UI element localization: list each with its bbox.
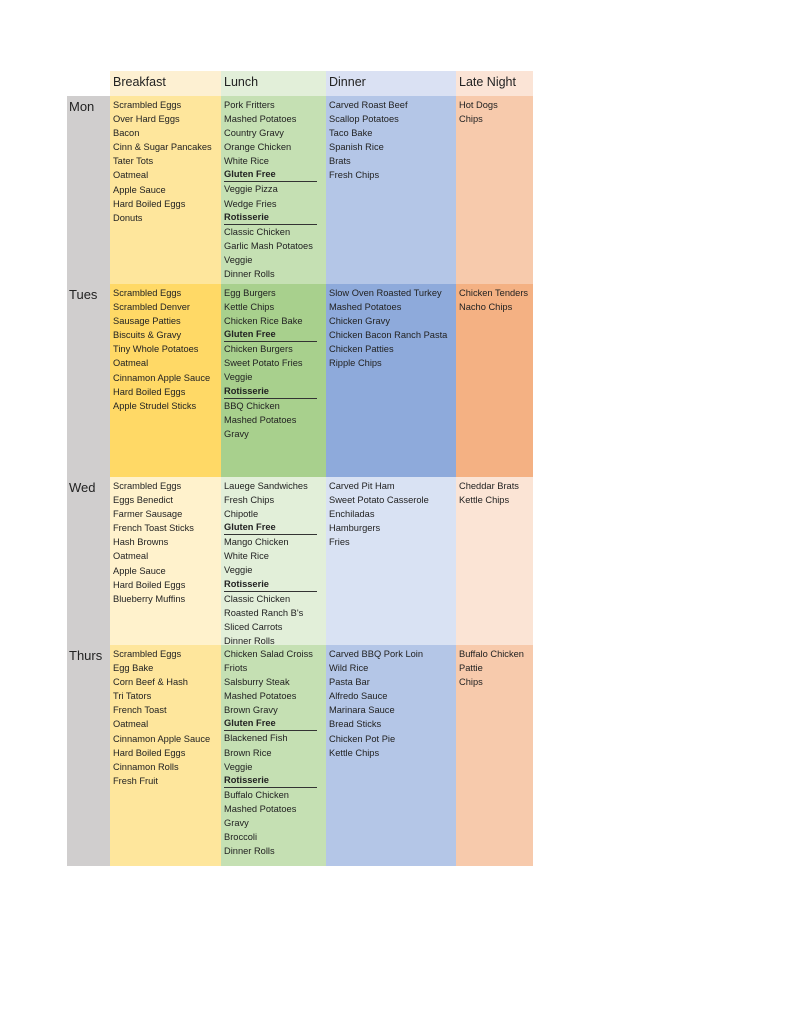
menu-item: Cinnamon Apple Sauce — [113, 372, 211, 383]
breakfast-cell — [110, 645, 221, 866]
menu-item: Chicken Burgers — [224, 344, 293, 355]
menu-item: Carved Pit Ham — [329, 481, 395, 491]
menu-item: Slow Oven Roasted Turkey — [329, 288, 442, 298]
breakfast-cell — [110, 284, 221, 477]
menu-item: Carved Roast Beef — [329, 100, 408, 110]
late-night-cell — [456, 477, 533, 645]
menu-item: Scallop Potatoes — [329, 114, 399, 125]
menu-item: Sweet Potato Casserole — [329, 495, 429, 506]
menu-item: Mashed Potatoes — [329, 302, 402, 313]
menu-item: Tater Tots — [113, 156, 154, 167]
menu-item: Salsburry Steak — [224, 677, 290, 688]
section-heading: Rotisserie — [224, 385, 317, 399]
menu-item: Hash Browns — [113, 537, 169, 548]
breakfast-cell — [110, 477, 221, 645]
menu-item: Scrambled Eggs — [113, 100, 182, 110]
dinner-cell — [326, 284, 456, 477]
menu-item: Hamburgers — [329, 523, 381, 534]
menu-item: Scrambled Denver — [113, 302, 190, 313]
menu-item: Over Hard Eggs — [113, 114, 180, 125]
day-row-wed — [67, 477, 533, 645]
day-row-tues — [67, 284, 533, 477]
menu-item: Veggie — [224, 372, 253, 383]
menu-item: Scrambled Eggs — [113, 481, 182, 491]
section-heading: Rotisserie — [224, 578, 317, 592]
menu-item: Sausage Patties — [113, 316, 181, 327]
menu-item: Kettle Chips — [329, 747, 380, 758]
menu-item: Hard Boiled Eggs — [113, 386, 186, 397]
menu-item: Lauege Sandwiches — [224, 481, 308, 491]
menu-item: Brown Gravy — [224, 705, 278, 716]
menu-item: Cinn & Sugar Pancakes — [113, 142, 212, 153]
menu-item: White Rice — [224, 551, 269, 562]
menu-item: Mashed Potatoes — [224, 414, 297, 425]
menu-item: Pattie — [459, 663, 483, 674]
column-header-dinner: Dinner — [326, 71, 456, 96]
menu-item: Tiny Whole Potatoes — [113, 344, 199, 355]
menu-item: Kettle Chips — [224, 302, 275, 313]
menu-item: Chicken Bacon Ranch Pasta — [329, 330, 448, 341]
menu-item: Pasta Bar — [329, 677, 370, 688]
menu-item: Oatmeal — [113, 551, 149, 562]
menu-item: Kettle Chips — [459, 495, 510, 506]
menu-item: Apple Sauce — [113, 565, 166, 576]
menu-item: Veggie — [224, 254, 253, 265]
menu-item: Mango Chicken — [224, 537, 289, 548]
menu-item: Farmer Sausage — [113, 509, 183, 520]
column-header-breakfast: Breakfast — [110, 71, 221, 96]
day-label: Wed — [67, 477, 110, 645]
menu-item: Oatmeal — [113, 170, 149, 181]
menu-item: Spanish Rice — [329, 142, 384, 153]
menu-item: Chicken Rice Bake — [224, 316, 303, 327]
day-label: Mon — [67, 96, 110, 284]
menu-item: Broccoli — [224, 832, 258, 843]
menu-item: Mashed Potatoes — [224, 691, 297, 702]
menu-item: Friots — [224, 663, 248, 674]
menu-item: Cheddar Brats — [459, 481, 519, 491]
header-row — [67, 71, 533, 96]
menu-item: Bacon — [113, 128, 140, 139]
menu-item: Pork Fritters — [224, 100, 275, 110]
menu-item: Enchiladas — [329, 509, 375, 520]
late-night-cell — [456, 96, 533, 284]
menu-item: Egg Burgers — [224, 288, 276, 298]
menu-item: Cinnamon Apple Sauce — [113, 733, 211, 744]
menu-item: Classic Chicken — [224, 593, 291, 604]
menu-item: Cinnamon Rolls — [113, 761, 179, 772]
menu-item: Scrambled Eggs — [113, 649, 182, 659]
menu-item: Country Gravy — [224, 128, 284, 139]
day-row-thurs — [67, 645, 533, 866]
menu-item: Fries — [329, 537, 350, 548]
menu-item: Brats — [329, 156, 351, 167]
menu-item: Fresh Fruit — [113, 775, 158, 786]
menu-item: Buffalo Chicken — [224, 789, 289, 800]
menu-item: Chicken Salad Croiss — [224, 649, 313, 659]
section-heading: Gluten Free — [224, 521, 317, 535]
menu-item: Hot Dogs — [459, 100, 498, 110]
column-header-lunch: Lunch — [221, 71, 326, 96]
late-night-cell — [456, 284, 533, 477]
menu-item: Sliced Carrots — [224, 621, 283, 632]
section-heading: Gluten Free — [224, 328, 317, 342]
menu-item: Oatmeal — [113, 358, 149, 369]
menu-item: Dinner Rolls — [224, 268, 275, 279]
dinner-cell — [326, 96, 456, 284]
menu-item: Roasted Ranch B's — [224, 607, 304, 618]
section-heading: Rotisserie — [224, 774, 317, 788]
menu-item: Carved BBQ Pork Loin — [329, 649, 424, 659]
menu-item: French Toast — [113, 705, 167, 716]
menu-item: Blackened Fish — [224, 733, 288, 744]
menu-item: Nacho Chips — [459, 302, 513, 313]
menu-item: White Rice — [224, 156, 269, 167]
menu-item: Orange Chicken — [224, 142, 292, 153]
meal-menu-table — [67, 71, 533, 866]
lunch-cell — [221, 645, 326, 866]
menu-item: Wedge Fries — [224, 198, 277, 209]
menu-item: Chicken Tenders — [459, 288, 529, 298]
menu-item: Oatmeal — [113, 719, 149, 730]
menu-item: Scrambled Eggs — [113, 288, 182, 298]
menu-item: Dinner Rolls — [224, 846, 275, 857]
menu-item: Gravy — [224, 428, 249, 439]
menu-item: BBQ Chicken — [224, 400, 280, 411]
header-corner — [67, 71, 110, 96]
menu-item: Fresh Chips — [329, 170, 380, 181]
menu-item: Apple Strudel Sticks — [113, 400, 197, 411]
menu-item: Eggs Benedict — [113, 495, 173, 506]
menu-item: Chicken Pot Pie — [329, 733, 396, 744]
menu-item: Ripple Chips — [329, 358, 382, 369]
menu-item: Chicken Gravy — [329, 316, 390, 327]
menu-item: Mashed Potatoes — [224, 803, 297, 814]
menu-item: Classic Chicken — [224, 226, 291, 237]
menu-item: Marinara Sauce — [329, 705, 395, 716]
dinner-cell — [326, 645, 456, 866]
lunch-cell — [221, 284, 326, 477]
menu-item: Donuts — [113, 212, 143, 223]
menu-item: Wild Rice — [329, 663, 369, 674]
menu-item: Gravy — [224, 817, 249, 828]
dinner-cell — [326, 477, 456, 645]
section-heading: Rotisserie — [224, 211, 317, 225]
menu-item: Apple Sauce — [113, 184, 166, 195]
menu-item: Hard Boiled Eggs — [113, 579, 186, 590]
menu-item: Tri Tators — [113, 691, 152, 702]
day-label: Tues — [67, 284, 110, 477]
menu-item: French Toast Sticks — [113, 523, 194, 534]
menu-item: Sweet Potato Fries — [224, 358, 303, 369]
menu-item: Fresh Chips — [224, 495, 275, 506]
menu-item: Chipotle — [224, 509, 259, 520]
menu-item: Veggie Pizza — [224, 184, 278, 195]
menu-item: Hard Boiled Eggs — [113, 198, 186, 209]
menu-item: Veggie — [224, 565, 253, 576]
breakfast-cell — [110, 96, 221, 284]
day-label: Thurs — [67, 645, 110, 866]
menu-item: Brown Rice — [224, 747, 272, 758]
menu-item: Veggie — [224, 761, 253, 772]
menu-item: Mashed Potatoes — [224, 114, 297, 125]
section-heading: Gluten Free — [224, 717, 317, 731]
menu-item: Chips — [459, 114, 483, 125]
section-heading: Gluten Free — [224, 168, 317, 182]
day-row-mon — [67, 96, 533, 284]
menu-item: Biscuits & Gravy — [113, 330, 182, 341]
menu-item: Chips — [459, 677, 483, 688]
menu-item: Hard Boiled Eggs — [113, 747, 186, 758]
menu-item: Dinner Rolls — [224, 635, 275, 645]
menu-item: Chicken Patties — [329, 344, 394, 355]
lunch-cell — [221, 96, 326, 284]
menu-item: Egg Bake — [113, 663, 154, 674]
menu-item: Bread Sticks — [329, 719, 382, 730]
menu-item: Blueberry Muffins — [113, 593, 186, 604]
late-night-cell — [456, 645, 533, 866]
menu-item: Buffalo Chicken — [459, 649, 524, 659]
menu-item: Taco Bake — [329, 128, 373, 139]
menu-item: Garlic Mash Potatoes — [224, 240, 313, 251]
menu-item: Corn Beef & Hash — [113, 677, 188, 688]
menu-item: Alfredo Sauce — [329, 691, 388, 702]
lunch-cell — [221, 477, 326, 645]
column-header-late-night: Late Night — [456, 71, 533, 96]
